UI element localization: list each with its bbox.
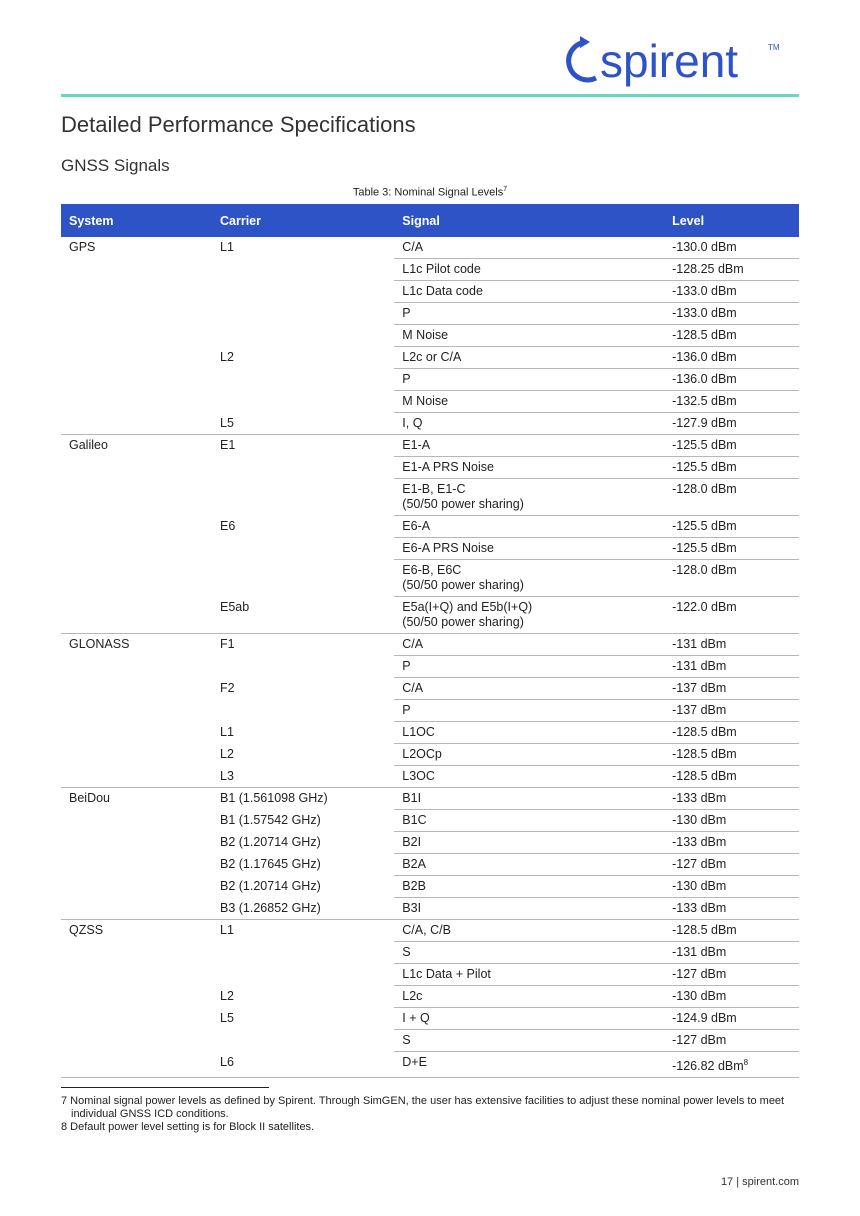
cell-carrier: B3 (1.26852 GHz) — [212, 898, 394, 920]
cell-system — [61, 538, 212, 560]
cell-system: QZSS — [69, 923, 104, 937]
signal-name: I, Q — [402, 416, 423, 430]
table-row — [61, 369, 799, 391]
table-header-row — [61, 204, 799, 237]
cell-level — [664, 678, 799, 700]
cell-carrier: L2 — [220, 349, 234, 364]
cell-carrier: B2 (1.17645 GHz) — [220, 856, 321, 871]
table-row — [61, 634, 799, 656]
cell-system — [61, 281, 212, 303]
page-footer: 17 | spirent.com — [720, 1176, 799, 1188]
signal-name: B2B — [402, 879, 426, 893]
cell-level — [664, 457, 799, 479]
level-value: -133.0 dBm — [672, 284, 737, 298]
cell-system — [61, 678, 212, 700]
cell-carrier: L1 — [220, 240, 234, 254]
level-value: -127 dBm — [672, 857, 727, 871]
spirent-logo — [550, 28, 790, 94]
cell-system — [61, 656, 212, 678]
cell-system — [61, 560, 212, 597]
cell-level — [664, 920, 799, 942]
cell-level — [664, 722, 799, 744]
signal-name: I + Q — [402, 1011, 430, 1025]
level-value: -131 dBm — [672, 659, 727, 673]
table-row — [61, 832, 799, 854]
cell-level — [664, 413, 799, 435]
level-value: -125.5 dBm — [672, 460, 737, 474]
cell-carrier: E5ab — [212, 597, 394, 634]
footnote-7: 7 Nominal signal power levels as defined by Spirent. Through SimGEN, the user has extensive facilities to adjust these nominal power levels to meet individual GNSS ICD conditions. — [61, 1095, 785, 1120]
cell-level — [664, 516, 799, 538]
signal-name: L1c Pilot code — [402, 262, 481, 276]
cell-carrier: L6 — [212, 1052, 394, 1078]
cell-system — [61, 479, 212, 516]
cell-carrier — [212, 700, 394, 722]
signal-name: P — [402, 703, 411, 717]
cell-system — [61, 898, 212, 920]
table-row — [61, 854, 799, 876]
cell-signal — [394, 898, 664, 920]
cell-level — [664, 766, 799, 788]
cell-signal — [394, 1008, 664, 1030]
cell-level — [664, 832, 799, 854]
cell-carrier: L2 — [220, 988, 234, 1003]
level-value: -130 dBm — [672, 813, 727, 827]
cell-carrier: E6 — [220, 518, 236, 533]
cell-carrier — [212, 281, 394, 303]
table-row — [61, 810, 799, 832]
cell-level — [664, 634, 799, 656]
cell-carrier — [212, 303, 394, 325]
footnotes — [61, 1095, 801, 1134]
cell-signal — [394, 516, 664, 538]
level-value: -130.0 dBm — [672, 240, 737, 254]
table-row — [61, 347, 799, 369]
signal-note: (50/50 power sharing) — [402, 615, 524, 629]
cell-level — [664, 597, 799, 634]
cell-level — [664, 303, 799, 325]
signal-name: L1OC — [402, 725, 435, 739]
table-row — [61, 656, 799, 678]
level-value: -128.0 dBm — [672, 563, 737, 577]
signal-name: E1-A — [402, 438, 431, 452]
level-value: -128.5 dBm — [672, 328, 737, 342]
level-footnote-ref: 8 — [743, 1058, 749, 1067]
table-row — [61, 391, 799, 413]
cell-level — [664, 325, 799, 347]
signal-name: B3I — [402, 901, 422, 915]
level-value: -124.9 dBm — [672, 1011, 737, 1025]
level-value: -133 dBm — [672, 901, 727, 915]
cell-system — [61, 964, 212, 986]
cell-carrier — [212, 457, 394, 479]
cell-system — [61, 347, 212, 369]
level-value: -133 dBm — [672, 835, 727, 849]
cell-level — [664, 1052, 799, 1078]
signal-name: B2I — [402, 835, 422, 849]
cell-signal — [394, 303, 664, 325]
cell-level — [664, 898, 799, 920]
cell-carrier: L5 — [212, 413, 394, 435]
logo-ring-arc — [569, 42, 596, 80]
cell-system — [61, 1052, 212, 1078]
table-row — [61, 237, 799, 259]
cell-carrier: B2 (1.20714 GHz) — [220, 834, 321, 849]
section-title: GNSS Signals — [61, 156, 170, 175]
cell-level — [664, 1008, 799, 1030]
level-value: -137 dBm — [672, 703, 727, 717]
cell-signal — [394, 281, 664, 303]
table-row — [61, 1030, 799, 1052]
cell-signal — [394, 1052, 664, 1078]
table-row — [61, 303, 799, 325]
cell-carrier: L5 — [220, 1010, 234, 1025]
signal-name: S — [402, 945, 411, 959]
level-value: -133.0 dBm — [672, 306, 737, 320]
logo-trademark: TM — [768, 43, 780, 52]
cell-signal — [394, 597, 664, 634]
signal-name: E6-A PRS Noise — [402, 541, 494, 555]
cell-system — [61, 369, 212, 391]
cell-level — [664, 237, 799, 259]
signal-name: C/A — [402, 240, 424, 254]
signal-name: E1-A PRS Noise — [402, 460, 494, 474]
level-value: -125.5 dBm — [672, 519, 737, 533]
cell-system — [61, 700, 212, 722]
cell-level — [664, 1030, 799, 1052]
cell-carrier: B2 (1.20714 GHz) — [220, 878, 321, 893]
table-row — [61, 722, 799, 744]
cell-signal — [394, 656, 664, 678]
level-value: -137 dBm — [672, 681, 727, 695]
logo-wordmark: spirent — [600, 35, 739, 87]
level-value: -128.5 dBm — [672, 725, 737, 739]
signal-name: C/A — [402, 637, 424, 651]
cell-level — [664, 391, 799, 413]
cell-system — [61, 744, 212, 766]
cell-signal — [394, 942, 664, 964]
cell-carrier: F2 — [220, 680, 235, 695]
signal-name: C/A — [402, 681, 424, 695]
cell-carrier — [212, 1030, 394, 1052]
cell-carrier — [212, 479, 394, 516]
table-row — [61, 1008, 799, 1030]
cell-system — [61, 597, 212, 634]
table-row — [61, 766, 799, 788]
header-signal: Signal — [394, 204, 664, 237]
table-row — [61, 259, 799, 281]
signal-note: (50/50 power sharing) — [402, 497, 524, 511]
cell-system — [61, 942, 212, 964]
signal-name: E1-B, E1-C — [402, 482, 466, 496]
cell-signal — [394, 986, 664, 1008]
signal-name: L2c or C/A — [402, 350, 462, 364]
cell-level — [664, 369, 799, 391]
cell-level — [664, 744, 799, 766]
cell-carrier — [212, 942, 394, 964]
cell-signal — [394, 788, 664, 810]
cell-signal — [394, 810, 664, 832]
cell-system — [61, 325, 212, 347]
cell-system: Galileo — [69, 438, 108, 452]
header-rule — [61, 94, 799, 97]
signal-name: C/A, C/B — [402, 923, 451, 937]
cell-system — [61, 876, 212, 898]
cell-system — [61, 766, 212, 788]
signal-name: P — [402, 372, 411, 386]
cell-signal — [394, 560, 664, 597]
signal-name: E6-A — [402, 519, 431, 533]
cell-system — [61, 832, 212, 854]
cell-signal — [394, 700, 664, 722]
cell-carrier: B1 (1.57542 GHz) — [220, 812, 321, 827]
level-value: -127.9 dBm — [672, 416, 737, 430]
signal-name: B1I — [402, 791, 422, 805]
cell-carrier — [212, 325, 394, 347]
cell-carrier — [212, 391, 394, 413]
level-value: -126.82 dBm — [672, 1059, 744, 1074]
table-row — [61, 479, 799, 516]
table-row — [61, 986, 799, 1008]
cell-carrier: B1 (1.561098 GHz) — [220, 791, 328, 805]
level-value: -130 dBm — [672, 989, 727, 1003]
level-value: -130 dBm — [672, 879, 727, 893]
cell-signal — [394, 766, 664, 788]
cell-system — [61, 810, 212, 832]
cell-signal — [394, 678, 664, 700]
signal-name: S — [402, 1033, 411, 1047]
cell-carrier: L1 — [220, 724, 234, 739]
header-carrier: Carrier — [212, 204, 394, 237]
cell-system — [61, 516, 212, 538]
cell-signal — [394, 854, 664, 876]
cell-carrier: F1 — [220, 637, 235, 651]
cell-signal — [394, 722, 664, 744]
level-value: -131 dBm — [672, 945, 727, 959]
header-level: Level — [664, 204, 799, 237]
table-row — [61, 876, 799, 898]
cell-system — [61, 854, 212, 876]
table-body — [61, 237, 799, 1078]
cell-level — [664, 281, 799, 303]
cell-signal — [394, 964, 664, 986]
cell-carrier — [212, 656, 394, 678]
level-value: -125.5 dBm — [672, 438, 737, 452]
cell-level — [664, 656, 799, 678]
cell-level — [664, 986, 799, 1008]
signal-name: B2A — [402, 857, 426, 871]
level-value: -125.5 dBm — [672, 541, 737, 555]
level-value: -132.5 dBm — [672, 394, 737, 408]
signal-name: D+E — [402, 1055, 427, 1069]
cell-carrier — [212, 259, 394, 281]
cell-carrier — [212, 538, 394, 560]
table-row — [61, 788, 799, 810]
cell-carrier: L2 — [220, 746, 234, 761]
cell-level — [664, 347, 799, 369]
cell-carrier — [212, 964, 394, 986]
signal-name: L1c Data + Pilot — [402, 967, 491, 981]
cell-carrier: E1 — [220, 438, 236, 452]
cell-level — [664, 788, 799, 810]
cell-system — [61, 259, 212, 281]
footnote-rule — [61, 1087, 269, 1088]
cell-signal — [394, 876, 664, 898]
cell-level — [664, 435, 799, 457]
signal-name: M Noise — [402, 394, 449, 408]
table-row — [61, 597, 799, 634]
signal-name: P — [402, 659, 411, 673]
cell-level — [664, 964, 799, 986]
cell-system — [61, 722, 212, 744]
signal-name: L2c — [402, 989, 423, 1003]
signal-name: M Noise — [402, 328, 449, 342]
table-row — [61, 325, 799, 347]
cell-level — [664, 259, 799, 281]
table-row — [61, 678, 799, 700]
level-value: -136.0 dBm — [672, 350, 737, 364]
cell-signal — [394, 369, 664, 391]
level-value: -128.25 dBm — [672, 262, 744, 276]
table-row — [61, 920, 799, 942]
signal-note: (50/50 power sharing) — [402, 578, 524, 592]
cell-signal — [394, 920, 664, 942]
cell-system — [61, 413, 212, 435]
signal-name: L3OC — [402, 769, 435, 783]
level-value: -122.0 dBm — [672, 600, 737, 614]
table-row — [61, 942, 799, 964]
cell-signal — [394, 259, 664, 281]
signal-name: E5a(I+Q) and E5b(I+Q) — [402, 600, 533, 614]
table-caption-footnote-ref: 7 — [503, 186, 508, 193]
cell-level — [664, 810, 799, 832]
page-title: Detailed Performance Specifications — [61, 112, 416, 137]
cell-system — [61, 1008, 212, 1030]
table-caption — [0, 186, 860, 199]
table-row — [61, 538, 799, 560]
table-row — [61, 700, 799, 722]
cell-signal — [394, 634, 664, 656]
cell-signal — [394, 479, 664, 516]
signal-name: E6-B, E6C — [402, 563, 462, 577]
cell-system — [61, 1030, 212, 1052]
signal-name: P — [402, 306, 411, 320]
table-row — [61, 560, 799, 597]
cell-signal — [394, 832, 664, 854]
cell-signal — [394, 1030, 664, 1052]
cell-signal — [394, 457, 664, 479]
level-value: -128.5 dBm — [672, 769, 737, 783]
table-caption-text: Table 3: Nominal Signal Levels — [352, 186, 504, 199]
cell-signal — [394, 435, 664, 457]
cell-system — [61, 457, 212, 479]
signal-name: L1c Data code — [402, 284, 483, 298]
logo-arrow — [580, 36, 590, 48]
signal-name: B1C — [402, 813, 427, 827]
cell-level — [664, 876, 799, 898]
cell-level — [664, 700, 799, 722]
cell-level — [664, 538, 799, 560]
cell-carrier: L1 — [220, 923, 234, 937]
level-value: -127 dBm — [672, 967, 727, 981]
signal-levels-table — [61, 204, 799, 1078]
level-value: -133 dBm — [672, 791, 727, 805]
table-row — [61, 435, 799, 457]
cell-signal — [394, 325, 664, 347]
table-row — [61, 964, 799, 986]
cell-carrier: L3 — [212, 766, 394, 788]
header-system: System — [61, 204, 212, 237]
cell-signal — [394, 413, 664, 435]
cell-system: GPS — [69, 240, 96, 254]
cell-system — [61, 391, 212, 413]
cell-signal — [394, 237, 664, 259]
level-value: -128.5 dBm — [672, 923, 737, 937]
signal-name: L2OCp — [402, 747, 442, 761]
cell-system — [61, 303, 212, 325]
table-row — [61, 1052, 799, 1078]
level-value: -128.5 dBm — [672, 747, 737, 761]
table-row — [61, 281, 799, 303]
cell-level — [664, 854, 799, 876]
table-row — [61, 457, 799, 479]
level-value: -131 dBm — [672, 637, 727, 651]
table-row — [61, 744, 799, 766]
cell-signal — [394, 347, 664, 369]
level-value: -128.0 dBm — [672, 482, 737, 496]
cell-carrier — [212, 560, 394, 597]
table-row — [61, 516, 799, 538]
cell-signal — [394, 744, 664, 766]
cell-level — [664, 942, 799, 964]
cell-system: GLONASS — [69, 637, 130, 651]
cell-level — [664, 479, 799, 516]
footnote-8: 8 Default power level setting is for Block II satellites. — [61, 1121, 315, 1133]
cell-carrier — [212, 369, 394, 391]
table-row — [61, 898, 799, 920]
cell-level — [664, 560, 799, 597]
table-row — [61, 413, 799, 435]
level-value: -127 dBm — [672, 1033, 727, 1047]
cell-signal — [394, 391, 664, 413]
level-value: -136.0 dBm — [672, 372, 737, 386]
cell-system — [61, 986, 212, 1008]
cell-system: BeiDou — [69, 791, 110, 805]
cell-signal — [394, 538, 664, 560]
